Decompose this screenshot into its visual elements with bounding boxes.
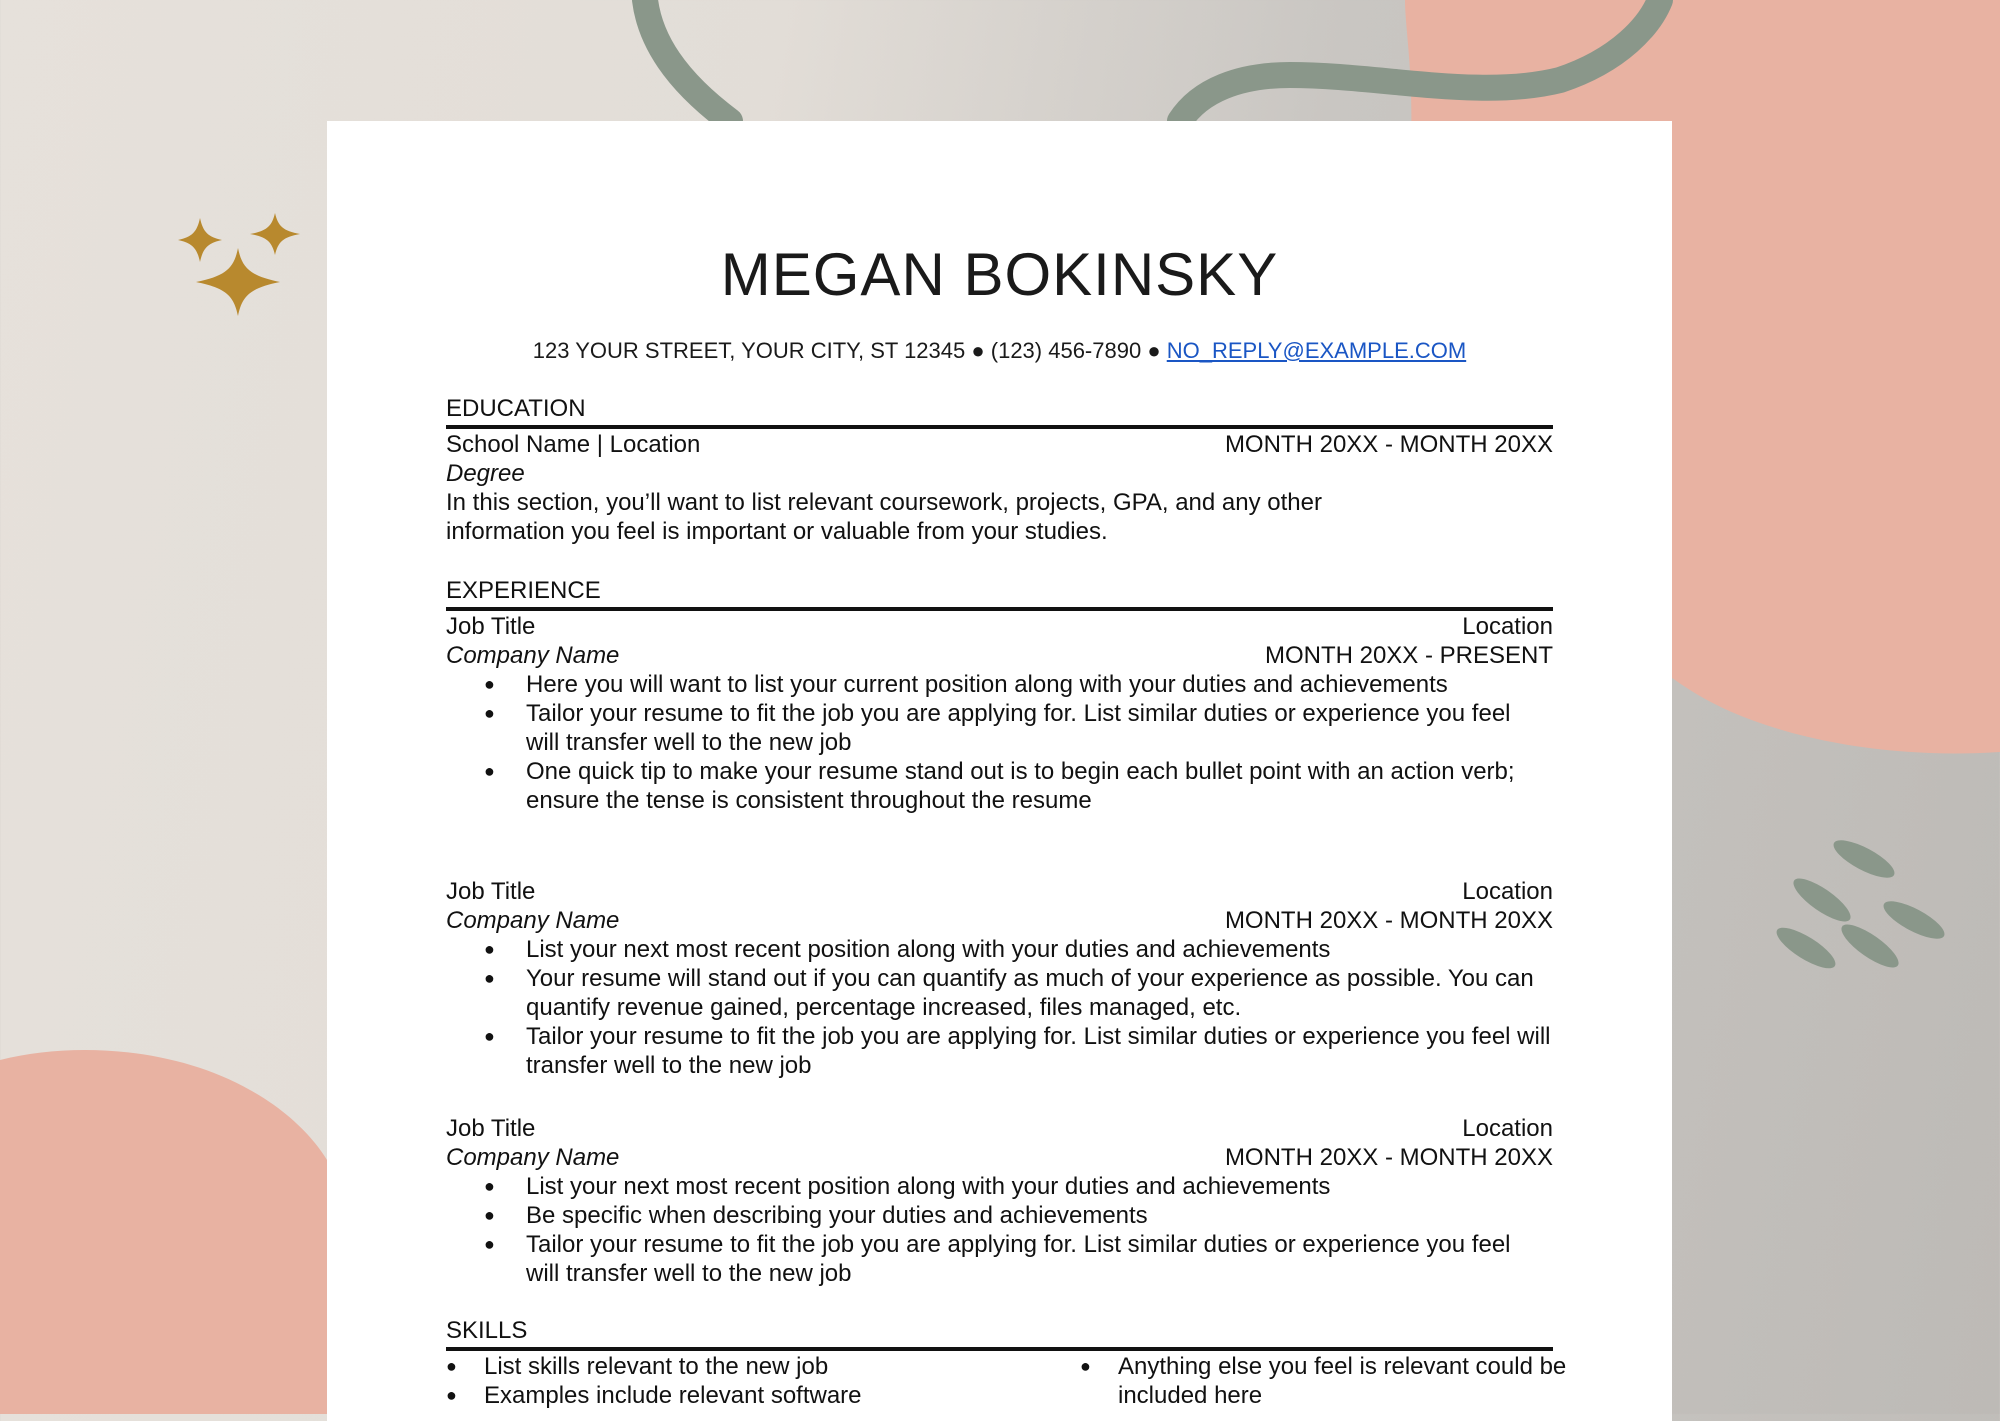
list-item: ● Anything else you feel is relevant could be included here (1080, 1352, 1600, 1410)
contact-line (327, 338, 1672, 364)
resume-name: MEGAN BOKINSKY (720, 241, 1279, 308)
experience-heading: EXPERIENCE (446, 577, 1553, 611)
leaf-marks-icon (1771, 833, 1949, 975)
education-description: In this section, you’ll want to list relevant coursework, projects, GPA, and any other information you feel is important or valuable from your studies. (446, 489, 1322, 545)
job-3-location: Location (1462, 1115, 1553, 1142)
list-item: ● List your next most recent position along with your duties and achievements (446, 1172, 1526, 1201)
job-2-title: Job Title (446, 878, 536, 905)
job-2-dates: MONTH 20XX - MONTH 20XX (1224, 907, 1553, 934)
sparkles-icon (178, 213, 300, 316)
job-1-title: Job Title (446, 613, 536, 640)
list-item: ● List your next most recent position along with your duties and achievements (446, 935, 1576, 964)
education-degree-row (446, 459, 1553, 488)
education-dates: MONTH 20XX - MONTH 20XX (1224, 431, 1553, 458)
list-item: ● Be specific when describing your duties and achievements (446, 1201, 1526, 1230)
job-1-bullets (446, 670, 1526, 815)
job-1-location: Location (1462, 613, 1553, 640)
pink-blob-bottom-left (0, 1050, 327, 1414)
education-heading: EDUCATION (446, 395, 1553, 429)
job-1-dates: MONTH 20XX - PRESENT (1264, 642, 1553, 669)
job-1-subheader (446, 641, 1553, 670)
list-item: ● Tailor your resume to fit the job you are applying for. List similar duties or experience you feel will transfer well to the new job (446, 1230, 1526, 1288)
job-2-bullets (446, 935, 1576, 1080)
list-item: ● Tailor your resume to fit the job you are applying for. List similar duties or experience you feel will transfer well to the new job (446, 699, 1526, 757)
contact-address-phone: 123 YOUR STREET, YOUR CITY, ST 12345 ● (123) 456-7890 ● (532, 338, 1161, 363)
education-school: School Name | Location (446, 431, 701, 458)
education-header-row (446, 430, 1553, 459)
job-2-subheader (446, 906, 1553, 935)
list-item: ● Tailor your resume to fit the job you are applying for. List similar duties or experience you feel will transfer well to the new job (446, 1022, 1576, 1080)
list-item: ● Here you will want to list your current position along with your duties and achievements (446, 670, 1526, 699)
job-3-subheader (446, 1143, 1553, 1172)
skills-left-list (446, 1352, 1006, 1410)
job-3-bullets (446, 1172, 1526, 1288)
skills-heading: SKILLS (446, 1317, 1553, 1351)
skills-right-list (1080, 1352, 1600, 1410)
job-2-header (446, 877, 1553, 906)
job-2-company: Company Name (446, 907, 620, 934)
contact-email-link[interactable]: NO_REPLY@EXAMPLE.COM (1166, 338, 1467, 363)
list-item: ● List skills relevant to the new job (446, 1352, 1006, 1381)
job-2-location: Location (1462, 878, 1553, 905)
job-3-title: Job Title (446, 1115, 536, 1142)
job-3-dates: MONTH 20XX - MONTH 20XX (1224, 1144, 1553, 1171)
job-1-company: Company Name (446, 642, 620, 669)
list-item: ● One quick tip to make your resume stand out is to begin each bullet point with an action verb; ensure the tense is consistent throughout the resume (446, 757, 1526, 815)
education-degree: Degree (446, 460, 525, 487)
list-item: ● Examples include relevant software (446, 1381, 1006, 1410)
list-item: ● Your resume will stand out if you can quantify as much of your experience as possible. You can quantify revenue gained, percentage increased, files managed, etc. (446, 964, 1576, 1022)
job-1-header (446, 612, 1553, 641)
job-3-company: Company Name (446, 1144, 620, 1171)
job-3-header (446, 1114, 1553, 1143)
